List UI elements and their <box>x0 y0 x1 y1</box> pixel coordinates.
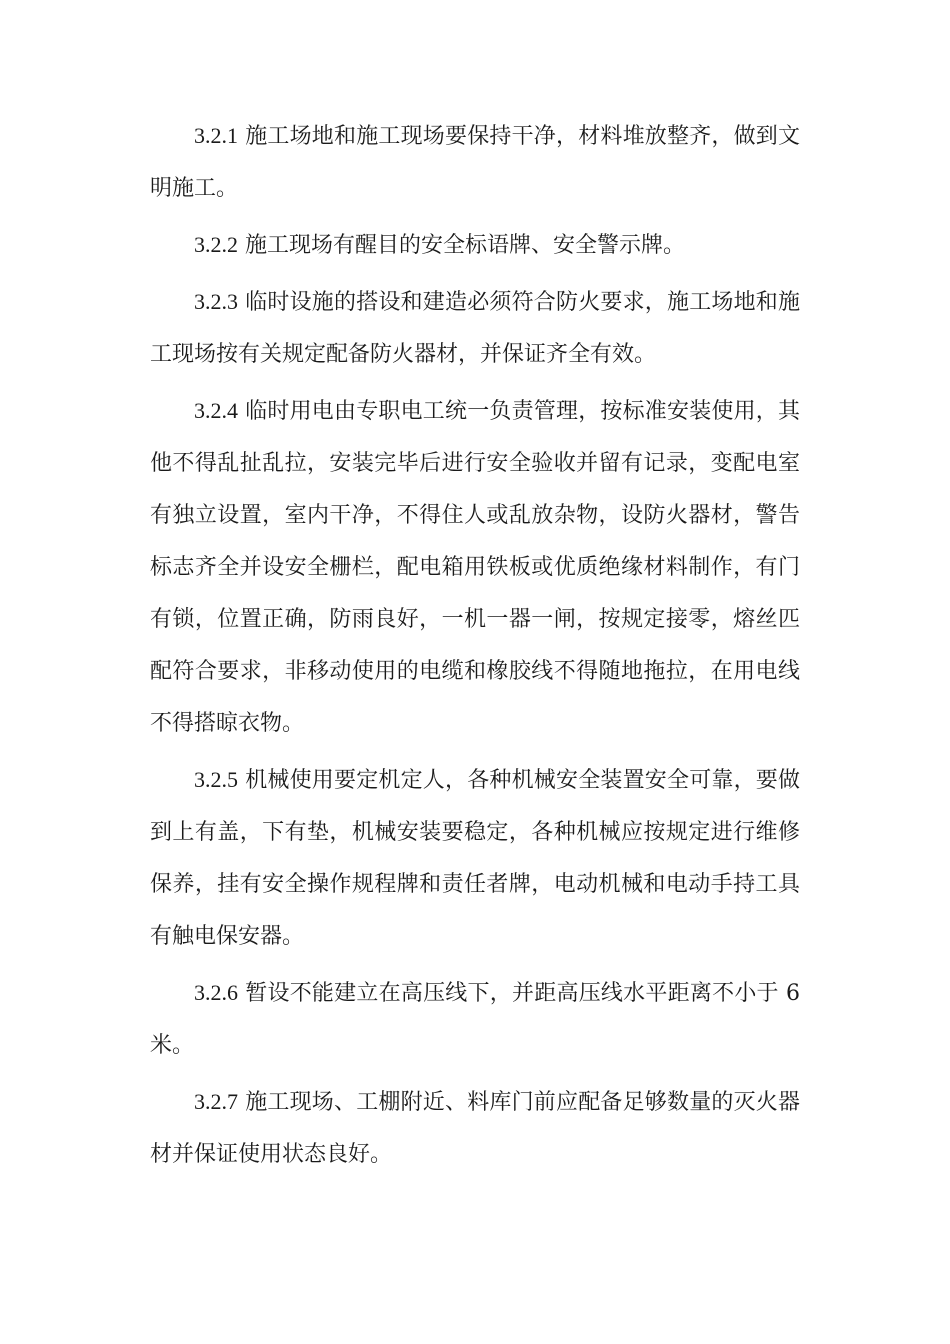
clause-3-2-5 <box>150 754 800 963</box>
clause-text: 施工场地和施工现场要保持干净，材料堆放整齐，做到文明施工。 <box>150 124 800 201</box>
clause-number: 3.2.5 <box>194 767 238 792</box>
document-body <box>150 110 800 1185</box>
clause-text: 暂设不能建立在高压线下，并距高压线水平距离不小于 6 米。 <box>150 981 800 1058</box>
clause-number: 3.2.2 <box>194 232 238 257</box>
clause-number: 3.2.6 <box>194 980 238 1005</box>
clause-number: 3.2.1 <box>194 123 238 148</box>
clause-number: 3.2.3 <box>194 289 238 314</box>
clause-3-2-3 <box>150 276 800 381</box>
clause-3-2-2 <box>150 219 800 272</box>
clause-number: 3.2.7 <box>194 1089 238 1114</box>
clause-3-2-4 <box>150 385 800 750</box>
clause-text: 临时用电由专职电工统一负责管理，按标准安装使用，其他不得乱扯乱拉，安装完毕后进行安全验收并留有记录，变配电室有独立设置，室内干净，不得住人或乱放杂物，设防火器材，警告标志齐全并设安全栅栏，配电箱用铁板或优质绝缘材料制作，有门有锁，位置正确，防雨良好，一机一器一闸，按规定接零，熔丝匹配符合要求，非移动使用的电缆和橡胶线不得随地拖拉，在用电线不得搭晾衣物。 <box>150 399 800 736</box>
clause-text: 施工现场有醒目的安全标语牌、安全警示牌。 <box>245 233 686 258</box>
clause-3-2-7 <box>150 1076 800 1181</box>
clause-text: 施工现场、工棚附近、料库门前应配备足够数量的灭火器材并保证使用状态良好。 <box>150 1090 800 1167</box>
clause-3-2-6 <box>150 967 800 1072</box>
clause-text: 临时设施的搭设和建造必须符合防火要求，施工场地和施工现场按有关规定配备防火器材，并保证齐全有效。 <box>150 290 800 367</box>
clause-3-2-1 <box>150 110 800 215</box>
clause-text: 机械使用要定机定人，各种机械安全装置安全可靠，要做到上有盖，下有垫，机械安装要稳定，各种机械应按规定进行维修保养，挂有安全操作规程牌和责任者牌，电动机械和电动手持工具有触电保安器。 <box>150 768 800 949</box>
clause-number: 3.2.4 <box>194 398 238 423</box>
